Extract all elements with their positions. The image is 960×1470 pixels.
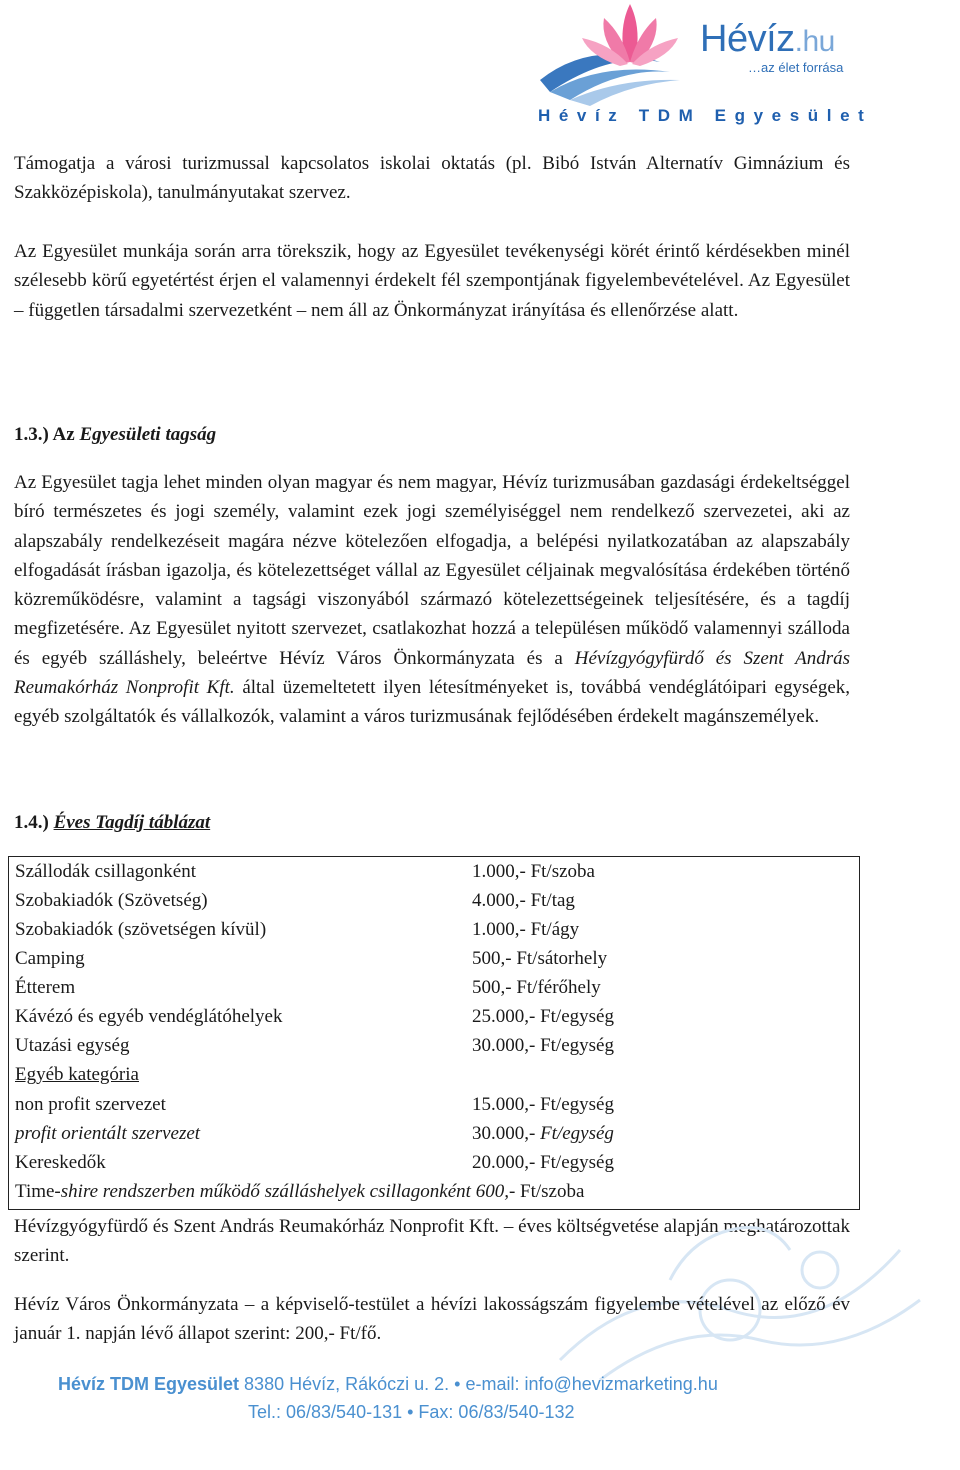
paragraph-municipality-fee: Hévíz Város Önkormányzata – a képviselő-testület a hévízi lakosságszám figyelembe vételével az előző év január 1. napján lévő állapot szerint: 200,- Ft/fő.: [14, 1294, 850, 1345]
paragraph-association-work: Az Egyesület munkája során arra törekszik, hogy az Egyesület tevékenységi körét érintő kérdésekben minél szélesebb körű egyetértést érjen el valamennyi érdekelt fél szempontjának figyelembevételével. Az Egyesület – független társadalmi szervezetként – nem áll az Önkormányzat irányítása és ellenőrzése alatt.: [14, 241, 850, 321]
paragraph-membership: Az Egyesület tagja lehet minden olyan magyar és nem magyar, Hévíz turizmusában gazdasági érdekeltséggel bíró természetes és jogi személy, valamint ezek jogi személyiséggel nem rendelkező szervezetei, aki az alapszabály rendelkezéseit magára nézve kötelezően elfogadja, a belépési nyilatkozatában az alapszabály elfogadását írásban igazolja, és kötelezettséget vállal az Egyesület céljainak megvalósítása érdekében történő közreműködésre, valamint a tagsági viszonyából származó kötelezettségeinek teljesítésére, és a tagdíj megfizetésére. Az Egyesület nyitott szervezet, csatlakozhat hozzá a településen működő valamennyi szálloda és egyéb szálláshely, beleértve Hévíz Város Önkormányzata és a Hévízgyógyfürdő és Szent András Reumakórház Nonprofit Kft. által üzemeltetett ilyen létesítményeket is, továbbá vendéglátóipari egységek, egyéb szolgáltatók és vállalkozók, valamint a város turizmusának fejlődésében érdekelt magánszemélyek.: [14, 472, 850, 728]
brand-name: Hévíz.hu: [700, 18, 835, 60]
footer-phones: Tel.: 06/83/540-131 • Fax: 06/83/540-132: [248, 1402, 575, 1422]
org-banner: Hévíz TDM Egyesület: [538, 106, 873, 125]
fee-table: Szállodák csillagonként 1.000,- Ft/szoba Szobakiadók (Szövetség) 4.000,- Ft/tag Szobakiadók (szövetségen kívül) 1.000,- Ft/ágy Camping 500,- Ft/sátorhely Étterem 500,- Ft/férőhely Kávézó és egyéb vendéglátóhelyek 25.000,- Ft/egység Utazási egység 30.000,- Ft/egység Egyéb kategória non profit szervezet 15.000,- Ft/egység profit orientált szervezet 30.000,- Ft/egység Kereskedők 20.000,- Ft/egység Time-shire rendszerben működő szálláshelyek csillagonként 600,- Ft/szoba: [8, 856, 860, 1210]
footer-contact: Hévíz TDM Egyesület 8380 Hévíz, Rákóczi u. 2. • e-mail: info@hevizmarketing.hu: [58, 1374, 718, 1394]
section-heading-fee-table: 1.4.) Éves Tagdíj táblázat: [14, 812, 211, 833]
floral-watermark-icon: [520, 1160, 940, 1400]
heviz-logo: [530, 0, 873, 130]
brand-tagline: …az élet forrása: [748, 60, 844, 75]
paragraph-school-support: Támogatja a városi turizmussal kapcsolatos iskolai oktatás (pl. Bibó István Alternatív Gimnázium és Szakközépiskola), tanulmányutakat szervez.: [14, 153, 850, 204]
paragraph-spa-fee: Hévízgyógyfürdő és Szent András Reumakórház Nonprofit Kft. – éves költségvetése alapján meghatározottak szerint.: [14, 1216, 850, 1267]
section-heading-membership: 1.3.) Az Egyesületi tagság: [14, 424, 217, 445]
